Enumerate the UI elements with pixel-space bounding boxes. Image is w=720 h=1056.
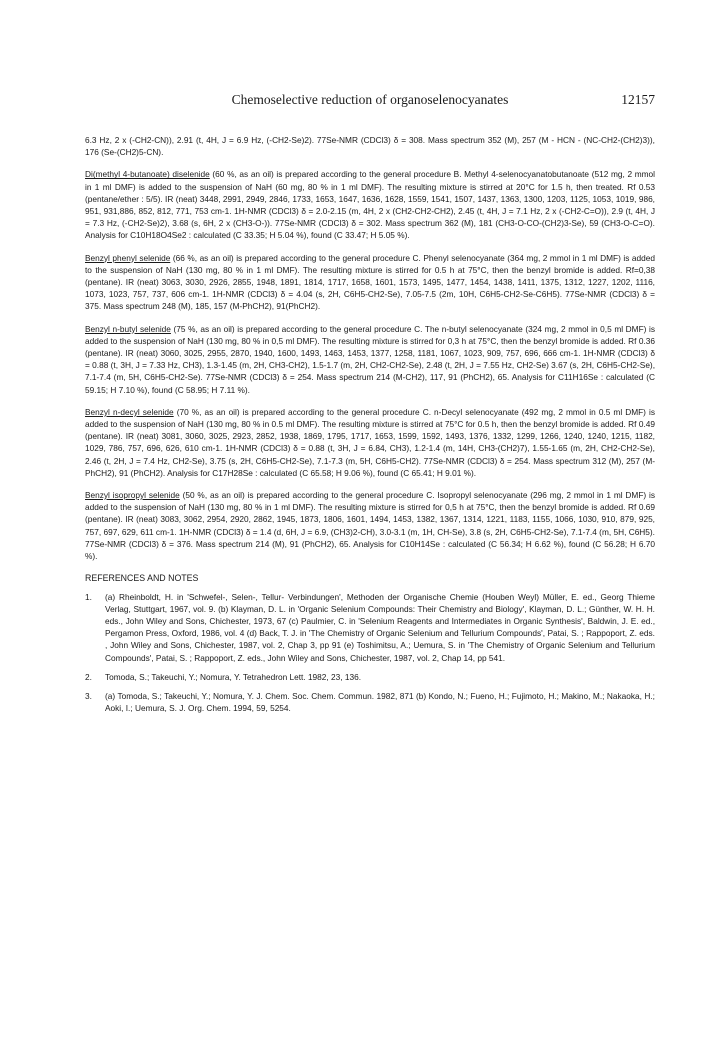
reference-text: (a) Rheinboldt, H. in 'Schwefel-, Selen-, Tellur- Verbindungen', Methoden der Organische Chemie (Houben Weyl) Müller, E. ed., Georg Thieme Verlag, Stuttgart, 1967, vol. 9. (b) Klayman, D. L. in 'Organic Selenium Compounds: Their Chemistry and Biology', Klayman, D. L.; Günther, W. H. H. eds., John Wiley and Sons, Chichester, 1973, 67 (c) Paulmier, C. in 'Selenium Reagents and Intermediates in Organic Synthesis', Baldwin, J. E. ed., Pergamon Press, Oxford, 1986, vol. 4 (d) Back, T. J. in 'The Chemistry of Organic Selenium and Tellurium Compounds', Patai, S. ; Rappoport, Z. eds. , John Wiley and Sons, Chichester, 1987, vol. 2, Chap 3, pp 91 (e) Toshimitsu, A.; Uemura, S. in 'The Chemistry of Organic Selenium and Tellurium Compounds', Patai, S. ; Rappoport, Z. eds., John Wiley and Sons, Chichester, 1987, vol. 2, Chap 14, pp 541. xyxy=(105,591,655,663)
paragraph-text: (50 %, as an oil) is prepared according to the general procedure C. Isopropyl selenocyanate (296 mg, 2 mmol in 1 ml DMF) is added to the suspension of NaH (130 mg, 80 % in 1 ml DMF). The resulting mixture is stirred for 0,5 h at 75°C, then the benzyl bromide is added. Rf 0.69 (pentane). IR (neat) 3083, 3062, 2954, 2920, 2862, 1945, 1873, 1806, 1601, 1494, 1453, 1382, 1367, 1314, 1221, 1183, 1155, 1066, 1030, 910, 879, 925, 757, 697, 629, 611 cm-1. 1H-NMR (CDCl3) δ = 1.4 (d, 6H, J = 6.9, (CH3)2-CH), 3.0-3.1 (m, 1H, CH-Se), 3.8 (s, 2H, C6H5-CH2-Se), 7.1-7.4 (m, 5H, C6H5). 77Se-NMR (CDCl3) δ = 376. Mass spectrum 214 (M), 91 (PhCH2), 65. Analysis for C10H14Se : calculated (C 56.34; H 6.62 %), found (C 56.28; H 6.70 %). xyxy=(85,490,656,562)
compound-name: Benzyl isopropyl selenide xyxy=(85,490,180,501)
journal-page xyxy=(85,92,655,721)
page-number: 12157 xyxy=(621,92,655,107)
reference-item xyxy=(85,591,655,664)
compound-name: Benzyl n-decyl selenide xyxy=(85,406,174,417)
reference-text: (a) Tomoda, S.; Takeuchi, Y.; Nomura, Y. J. Chem. Soc. Chem. Commun. 1982, 871 (b) Kondo, N.; Fueno, H.; Fujimoto, H.; Makino, M.; Nakaoka, H.; Aoki, I.; Uemura, S. J. Org. Chem. 1994, 59, 5254. xyxy=(105,690,655,714)
reference-item xyxy=(85,671,655,683)
running-title: Chemoselective reduction of organoselenocyanates xyxy=(231,92,509,107)
running-header xyxy=(85,92,655,112)
reference-number: 2. xyxy=(85,671,92,682)
compound-name: Benzyl phenyl selenide xyxy=(85,252,171,263)
paragraph-text: (75 %, as an oil) is prepared according to the general procedure C. The n-butyl selenocyanate (324 mg, 2 mmol in 0,5 ml DMF) is added to the suspension of NaH (130 mg, 80 % in 0,5 ml DMF). The resulting mixture is stirred for 0,3 h at 75°C, then the benzyl bromide is added. Rf 0.36 (pentane). IR (neat) 3060, 3025, 2955, 2870, 1940, 1600, 1493, 1463, 1453, 1377, 1258, 1181, 1067, 1023, 909, 757, 696, 666 cm-1. 1H-NMR (CDCl3) δ = 0.88 (t, 3H, J = 7.33 Hz, CH3), 1.3-1.45 (m, 2H, CH3-CH2), 1.5-1.7 (m, 2H, CH2-CH2-Se), 2.48 (t, 2H, J = 7.55 Hz, CH2-Se) 3.67 (s, 2H, C6H5-CH2-Se), 7.1-7.4 (m, 5H, C6H5-CH2-Se). 77Se-NMR (CDCl3) δ = 254. Mass spectrum 214 (M-CH2), 117, 91 (PhCH2), 65. Analysis for C11H16Se : calculated (C 59.15; H 7.10 %), found (C 58.95; H 7.11 %). xyxy=(85,323,656,395)
paragraph-text: 6.3 Hz, 2 x (-CH2-CN)), 2.91 (t, 4H, J = 6.9 Hz, (-CH2-Se)2). 77Se-NMR (CDCl3) δ = 308. Mass spectrum 352 (M), 257 (M - HCN - (NC-CH2-(CH2)3)), 176 (Se-(CH2)5-CN). xyxy=(85,135,655,158)
paragraph-text: (60 %, as an oil) is prepared according to the general procedure B. Methyl 4-selenocyanatobutanoate (512 mg, 2 mmol in 1 ml DMF) is added to the suspension of NaH (60 mg, 80 % in 1 ml DMF). The resulting mixture is stirred at 20°C for 1.5 h, then treated. Rf 0.53 (pentane/ether : 5/5). IR (neat) 3448, 2991, 2949, 2846, 1733, 1653, 1647, 1636, 1628, 1559, 1541, 1507, 1437, 1363, 1300, 1203, 1125, 1053, 1019, 986, 951, 931,886, 852, 812, 771, 753 cm-1. 1H-NMR (CDCl3) δ = 2.0-2.15 (m, 4H, 2 x (CH2-CH2-CH2), 2.45 (t, 4H, J = 7.1 Hz, 2 x (-CH2-C=O)), 2.9 (t, 4H, J = 7.3 Hz, (-CH2-Se)2), 3.68 (s, 6H, 2 x (CH3-O-)). 77Se-NMR (CDCl3) δ = 302. Mass spectrum 362 (M), 181 (CH3-O-CO-(CH2)3-Se), 59 (CH3-O-C=O). Analysis for C10H18O4Se2 : calculated (C 33.35; H 5.04 %), found (C 33.47; H 5.05 %). xyxy=(85,169,655,241)
experimental-paragraph xyxy=(85,134,655,158)
reference-number: 1. xyxy=(85,591,92,602)
paragraph-text: (70 %, as an oil) is prepared according to the general procedure C. n-Decyl selenocyanate (492 mg, 2 mmol in 0.5 ml DMF) is added to the suspension of NaH (130 mg, 80 % in 0.5 ml DMF). The resulting mixture is stirred at 75°C for 0.5 h, then the benzyl bromide is added. Rf 0.49 (pentane). IR (neat) 3081, 3060, 3025, 2923, 2852, 1938, 1869, 1795, 1717, 1653, 1599, 1592, 1493, 1376, 1332, 1299, 1266, 1240, 1240, 1215, 1182, 1029, 786, 757, 696, 626, 610 cm-1. 1H-NMR (CDCl3) δ = 0.88 (t, 3H, J = 6.84, CH3), 1.2-1.4 (m, 14H, CH3-(CH2)7), 1.55-1.65 (m, 2H, CH2-CH2-Se), 2.46 (t, 2H, J = 7.4 Hz, CH2-Se), 3.75 (s, 2H, C6H5-CH2-Se), 7.1-7.3 (m, 5H, C6H5-CH2). 77Se-NMR (CDCl3) δ = 254. Mass spectrum 312 (M), 257 (M- PhCH2), 91 (PhCH2). Analysis for C17H28Se : calculated (C 65.58; H 9.06 %), found (C 65.41; H 9.01 %). xyxy=(85,406,655,478)
experimental-paragraph xyxy=(85,406,655,479)
experimental-paragraph xyxy=(85,323,655,396)
reference-item xyxy=(85,690,655,714)
paragraph-text: (66 %, as an oil) is prepared according to the general procedure C. Phenyl selenocyanate (364 mg, 2 mmol in 1 ml DMF) is added to the suspension of NaH (130 mg, 80 % in 1 ml DMF). The resulting mixture is stirred for 0.5 h at 75°C, then the benzyl bromide is added. Rf=0,38 (pentane). IR (neat) 3063, 3030, 2926, 2855, 1948, 1891, 1814, 1717, 1658, 1601, 1573, 1495, 1477, 1454, 1438, 1411, 1375, 1312, 1227, 1202, 1116, 1073, 1023, 757, 737, 606 cm-1. 1H-NMR (CDCl3) δ = 4.04 (s, 2H, C6H5-CH2-Se), 7.05-7.5 (2m, 10H, C6H5-CH2-Se-C6H5). 77Se-NMR (CDCl3) δ = 375. Mass spectrum 248 (M), 185, 157 (M-PhCH2), 91(PhCH2). xyxy=(85,252,655,312)
experimental-paragraph xyxy=(85,489,655,562)
article-body xyxy=(85,134,655,714)
compound-name: Di(methyl 4-butanoate) diselenide xyxy=(85,169,210,180)
references-heading: REFERENCES AND NOTES xyxy=(85,573,199,584)
experimental-paragraph xyxy=(85,168,655,241)
compound-name: Benzyl n-butyl selenide xyxy=(85,323,171,334)
experimental-paragraph xyxy=(85,252,655,313)
reference-number: 3. xyxy=(85,690,92,701)
reference-text: Tomoda, S.; Takeuchi, Y.; Nomura, Y. Tetrahedron Lett. 1982, 23, 136. xyxy=(105,671,361,682)
